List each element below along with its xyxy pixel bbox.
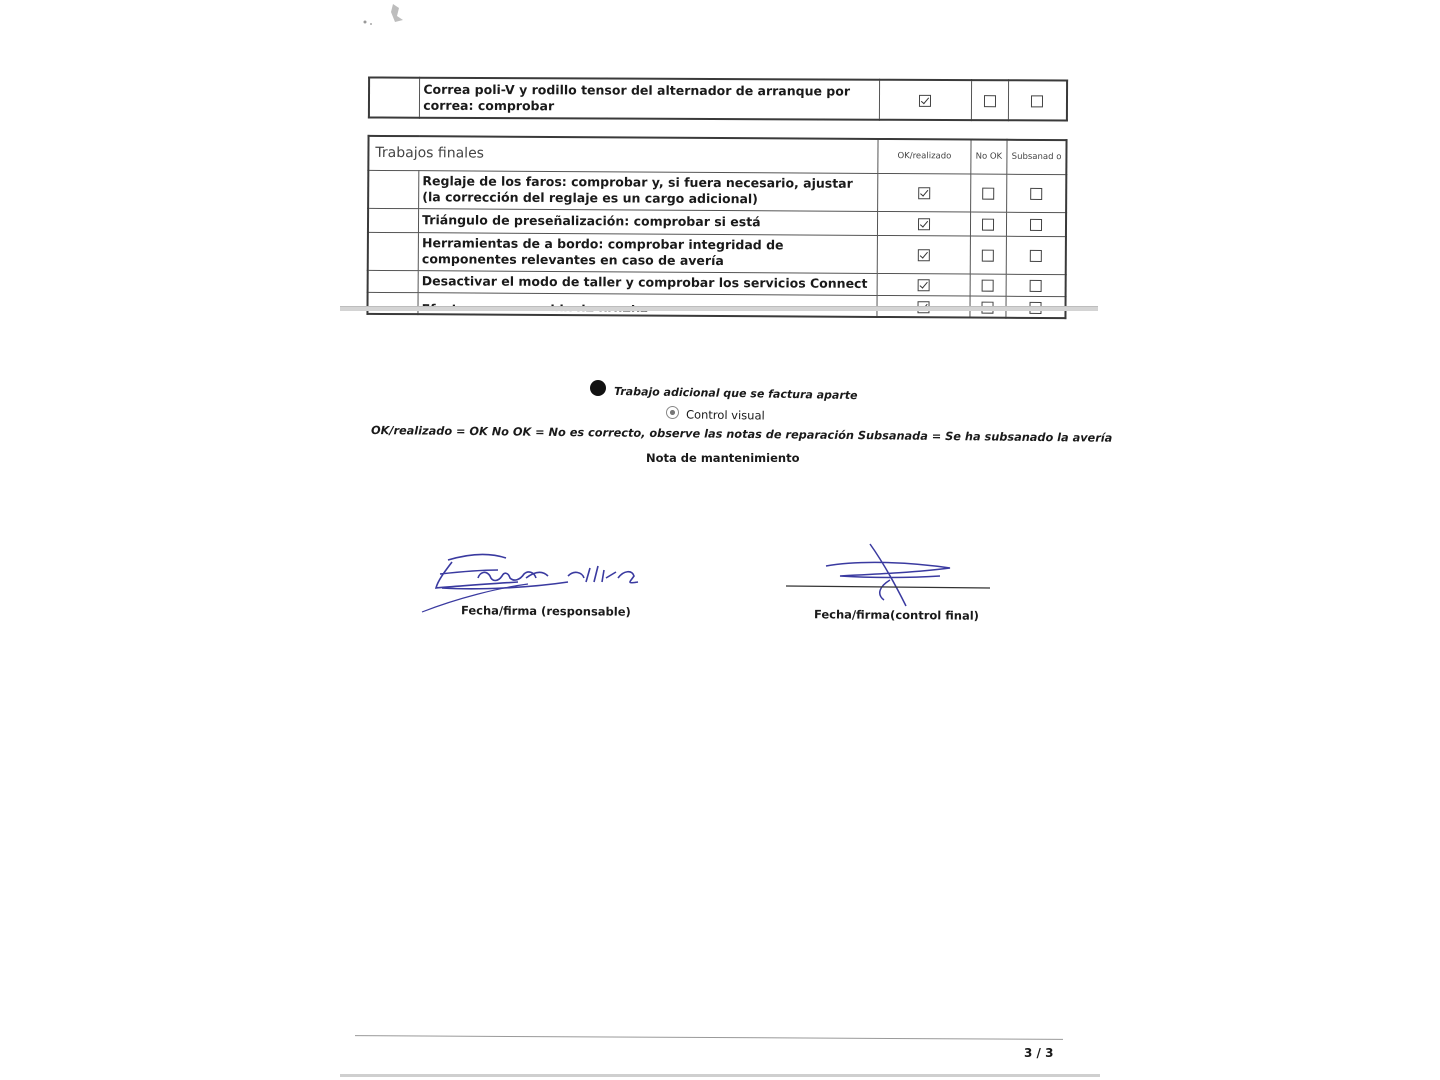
scan-bottom-edge bbox=[340, 1074, 1100, 1077]
no-ok-checkbox[interactable] bbox=[982, 250, 994, 262]
task-text: Triángulo de preseñalización: comprobar si está bbox=[419, 208, 878, 235]
ok-checkbox[interactable] bbox=[918, 279, 930, 291]
scan-fold-line bbox=[340, 306, 1098, 311]
footer-divider bbox=[355, 1035, 1063, 1040]
task-text: Correa poli-V y rodillo tensor del alternador de arranque por correa: comprobar bbox=[420, 78, 880, 120]
subsanado-checkbox[interactable] bbox=[1031, 95, 1043, 107]
signature-label-responsible: Fecha/firma (responsable) bbox=[460, 603, 631, 619]
table-header-row bbox=[368, 136, 1066, 174]
subsanado-checkbox[interactable] bbox=[1030, 250, 1042, 262]
ok-checkbox[interactable] bbox=[919, 95, 931, 107]
legend-explanation: OK/realizado = OK No OK = No es correcto, observe las notas de reparación Subsanada = Se ha subsanado la avería bbox=[370, 424, 1113, 445]
legend-extra-work: Trabajo adicional que se factura aparte bbox=[613, 384, 858, 403]
ok-checkbox[interactable] bbox=[918, 249, 930, 261]
no-ok-checkbox[interactable] bbox=[982, 219, 994, 231]
col-header-no-ok: No OK bbox=[970, 140, 1007, 174]
col-header-subsanado: Subsanad o bbox=[1007, 140, 1066, 174]
ok-checkbox[interactable] bbox=[918, 218, 930, 230]
maintenance-note-heading: Nota de mantenimiento bbox=[646, 451, 800, 465]
no-ok-checkbox[interactable] bbox=[982, 280, 994, 292]
no-ok-checkbox[interactable] bbox=[984, 95, 996, 107]
table-row bbox=[369, 77, 1067, 120]
ok-checkbox[interactable] bbox=[918, 187, 930, 199]
section-title: Trabajos finales bbox=[368, 136, 878, 173]
checklist-table-top bbox=[368, 76, 1068, 121]
col-header-ok: OK/realizado bbox=[878, 139, 971, 174]
checklist-table-final-work bbox=[366, 135, 1067, 319]
extra-work-dot-icon bbox=[590, 380, 606, 396]
subsanado-checkbox[interactable] bbox=[1030, 219, 1042, 231]
legend-visual-control: Control visual bbox=[685, 407, 765, 423]
scan-artifact-mark bbox=[355, 2, 415, 30]
table-row bbox=[368, 170, 1066, 212]
page-number: 3 / 3 bbox=[1024, 1046, 1054, 1060]
visual-control-icon bbox=[666, 406, 679, 419]
table-row bbox=[368, 232, 1066, 274]
subsanado-checkbox[interactable] bbox=[1030, 188, 1042, 200]
task-text: Desactivar el modo de taller y comprobar los servicios Connect bbox=[418, 270, 877, 295]
no-ok-checkbox[interactable] bbox=[983, 188, 995, 200]
signature-label-final-control: Fecha/firma(control final) bbox=[813, 607, 979, 623]
task-text: Herramientas de a bordo: comprobar integridad de componentes relevantes en caso de avería bbox=[418, 232, 877, 273]
task-text: Reglaje de los faros: comprobar y, si fuera necesario, ajustar (la corrección del reglaje es un cargo adicional) bbox=[419, 170, 878, 211]
table-row bbox=[367, 292, 1065, 318]
subsanado-checkbox[interactable] bbox=[1030, 280, 1042, 292]
